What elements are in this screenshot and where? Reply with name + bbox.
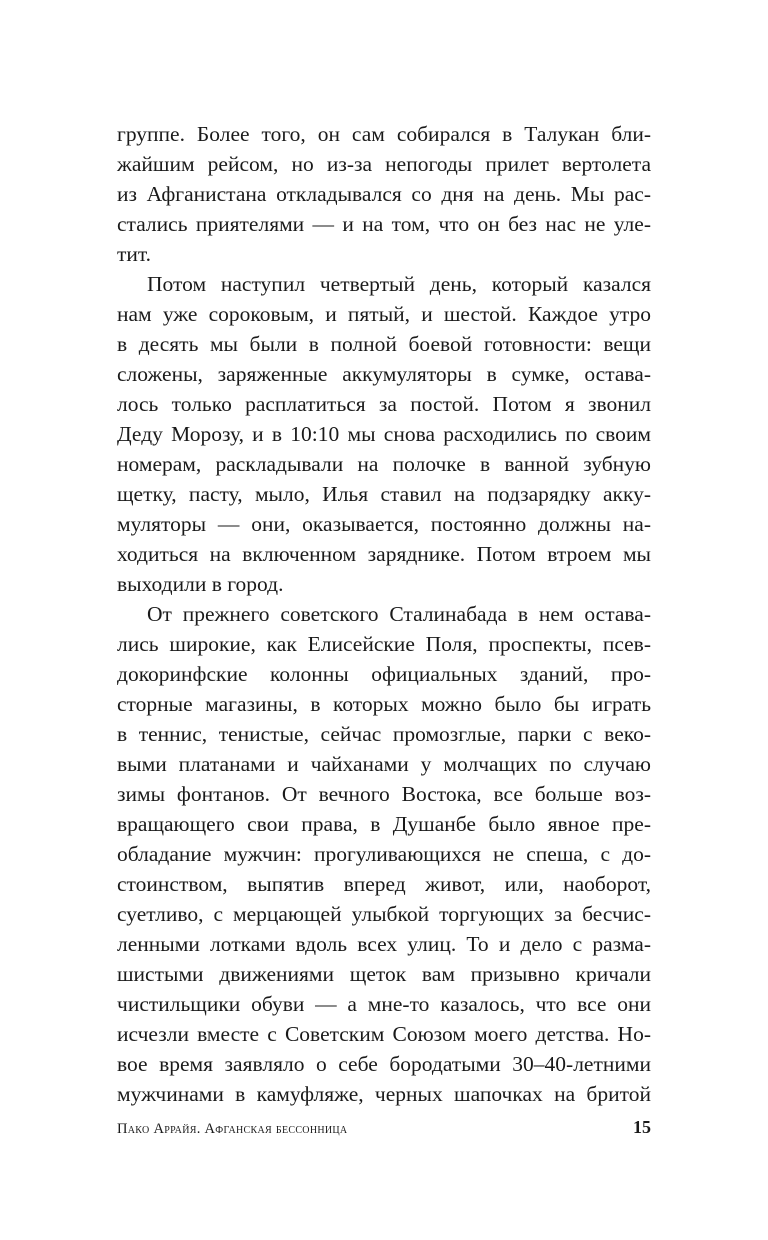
text-line: ходиться на включенном заряднике. Потом втроем мы xyxy=(117,542,651,566)
paragraph-first-line: От прежнего советского Сталинабада в нем остава- xyxy=(147,602,651,626)
page-number: 15 xyxy=(633,1117,651,1137)
text-line: обладание мужчин: прогуливающихся не спеша, с до- xyxy=(117,842,651,866)
text-line: лось только расплатиться за постой. Потом я звонил xyxy=(117,392,651,416)
text-line: суетливо, с мерцающей улыбкой торгующих за бесчис- xyxy=(117,902,651,926)
text-line: тит. xyxy=(117,242,152,266)
text-line: мужчинами в камуфляже, черных шапочках на бритой xyxy=(117,1082,651,1106)
text-line: лись широкие, как Елисейские Поля, проспекты, псев- xyxy=(117,632,651,656)
text-line: группе. Более того, он сам собирался в Талукан бли- xyxy=(117,122,651,146)
text-line: вращающего свои права, в Душанбе было явное пре- xyxy=(117,812,651,836)
text-line: ленными лотками вдоль всех улиц. То и дело с разма- xyxy=(117,932,651,956)
text-line: выми платанами и чайханами у молчащих по случаю xyxy=(117,752,651,776)
text-line: муляторы — они, оказывается, постоянно должны на- xyxy=(117,512,651,536)
running-title: Пако Аррайя. Афганская бессонница xyxy=(117,1121,348,1137)
text-line: докоринфские колонны официальных зданий, про- xyxy=(117,662,651,686)
text-line: зимы фонтанов. От вечного Востока, все больше воз- xyxy=(117,782,651,806)
text-line: из Афганистана откладывался со дня на день. Мы рас- xyxy=(117,182,651,206)
text-line: чистильщики обуви — а мне-то казалось, что все они xyxy=(117,992,651,1016)
text-line: стались приятелями — и на том, что он без нас не уле- xyxy=(117,212,651,236)
paragraph-first-line: Потом наступил четвертый день, который казался xyxy=(147,272,651,296)
text-line: вое время заявляло о себе бородатыми 30–40-летними xyxy=(117,1052,651,1076)
text-line: Деду Морозу, и в 10:10 мы снова расходились по своим xyxy=(117,422,651,446)
text-line: щетку, пасту, мыло, Илья ставил на подзарядку акку- xyxy=(117,482,651,506)
body-text xyxy=(117,119,651,1109)
text-line: в десять мы были в полной боевой готовности: вещи xyxy=(117,332,651,356)
text-line: шистыми движениями щеток вам призывно кричали xyxy=(117,962,651,986)
text-line: стоинством, выпятив вперед живот, или, наоборот, xyxy=(117,872,651,896)
text-line: жайшим рейсом, но из-за непогоды прилет вертолета xyxy=(117,152,651,176)
text-line: сложены, заряженные аккумуляторы в сумке, остава- xyxy=(117,362,651,386)
text-line: выходили в город. xyxy=(117,572,284,596)
text-line: исчезли вместе с Советским Союзом моего детства. Но- xyxy=(117,1022,651,1046)
text-line: номерам, раскладывали на полочке в ванной зубную xyxy=(117,452,651,476)
text-line: нам уже сороковым, и пятый, и шестой. Каждое утро xyxy=(117,302,651,326)
text-line: в теннис, тенистые, сейчас промозглые, парки с веко- xyxy=(117,722,651,746)
text-line: сторные магазины, в которых можно было бы играть xyxy=(117,692,651,716)
